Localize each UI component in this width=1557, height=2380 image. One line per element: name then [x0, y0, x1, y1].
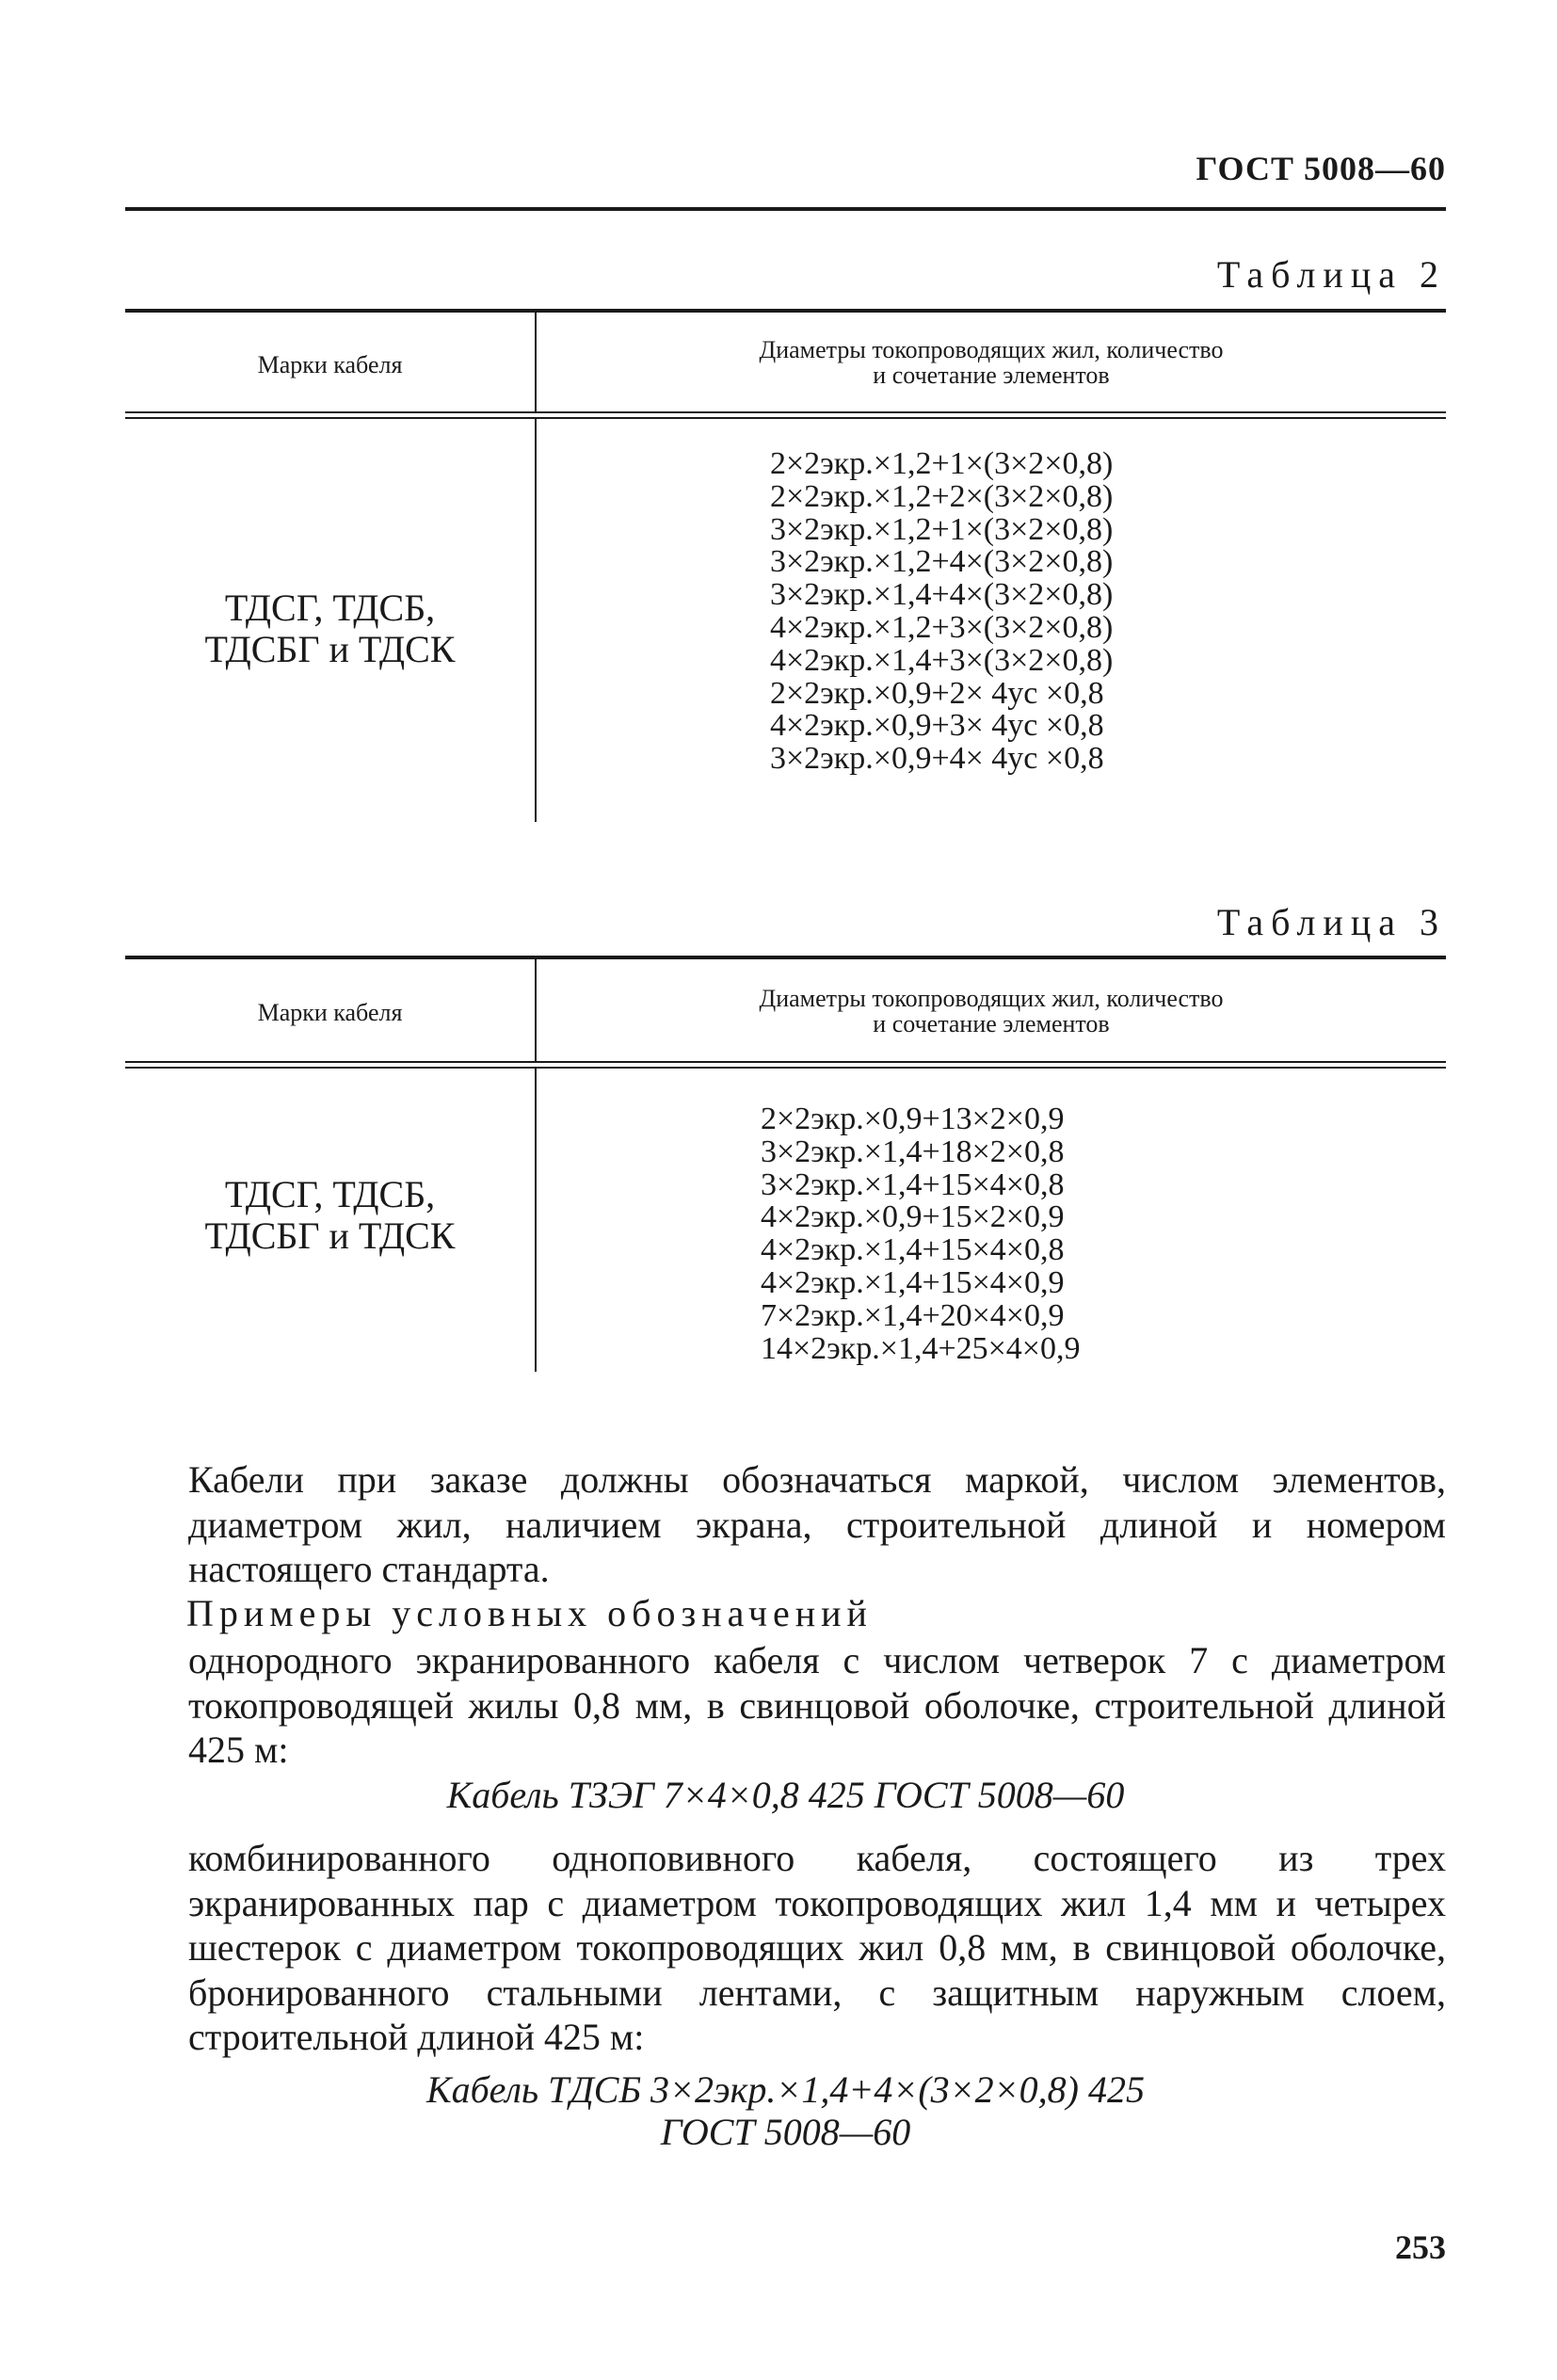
table3-col1-header: Марки кабеля	[257, 999, 403, 1026]
table2-row: 3×2экр.×1,4+4×(3×2×0,8)	[770, 577, 1114, 613]
table3-header-rule-a	[125, 1061, 1446, 1063]
example2-formula-line2: ГОСТ 5008—60	[660, 2111, 911, 2153]
table2-col2-header-line1: Диаметры токопроводящих жил, количество	[759, 336, 1224, 363]
table3-row: 14×2экр.×1,4+25×4×0,9	[761, 1330, 1081, 1366]
example1-formula: Кабель ТЗЭГ 7×4×0,8 425 ГОСТ 5008—60	[446, 1774, 1125, 1816]
table3-row: 4×2экр.×1,4+15×4×0,8	[761, 1232, 1065, 1268]
page-number: 253	[1395, 2228, 1446, 2266]
table2-row: 2×2экр.×0,9+2× 4ус ×0,8	[770, 675, 1104, 711]
table2-brand-line2: ТДСБГ и ТДСК	[204, 628, 456, 670]
table2-cable-brands	[125, 587, 535, 670]
table3-row: 3×2экр.×1,4+15×4×0,8	[761, 1166, 1065, 1202]
table3-col2-header-line1: Диаметры токопроводящих жил, количество	[759, 985, 1224, 1012]
example2-formula	[125, 2067, 1446, 2153]
table3-row: 7×2экр.×1,4+20×4×0,9	[761, 1297, 1065, 1333]
table2-caption: Таблица 2	[1216, 253, 1446, 296]
table3-row: 3×2экр.×1,4+18×2×0,8	[761, 1134, 1065, 1169]
table2-rows	[770, 448, 1113, 776]
table2-row: 4×2экр.×0,9+3× 4ус ×0,8	[770, 708, 1104, 744]
table2-header-divider	[535, 313, 537, 411]
table3-row: 4×2экр.×0,9+15×2×0,9	[761, 1199, 1065, 1235]
table2-header-rule-a	[125, 411, 1446, 413]
table2-col1-header: Марки кабеля	[257, 351, 403, 378]
table3-brand-line2: ТДСБГ и ТДСК	[204, 1214, 456, 1257]
table2-row: 3×2экр.×1,2+1×(3×2×0,8)	[770, 511, 1114, 547]
examples-heading: Примеры условных обозначений	[186, 1592, 873, 1634]
table2-header-rule-b	[125, 417, 1446, 419]
table3-header-rule-b	[125, 1067, 1446, 1069]
example1-paragraph: однородного экранированного кабеля с числом четверок 7 с диаметром токопроводящей жилы 0,8 мм, в свинцовой оболочке, строительной длиной 425 м:	[188, 1639, 1446, 1771]
table3-body-divider	[535, 1069, 537, 1372]
table2-row: 4×2экр.×1,2+3×(3×2×0,8)	[770, 609, 1114, 645]
table2-row: 2×2экр.×1,2+1×(3×2×0,8)	[770, 446, 1114, 481]
table3-top-rule	[125, 956, 1446, 959]
table3-col2-header-line2: и сочетание элементов	[873, 1010, 1110, 1038]
example2-formula-line1: Кабель ТДСБ 3×2экр.×1,4+4×(3×2×0,8) 425	[426, 2068, 1145, 2111]
table2-row: 2×2экр.×1,2+2×(3×2×0,8)	[770, 478, 1114, 514]
header-rule	[125, 207, 1446, 211]
table3-brand-line1: ТДСГ, ТДСБ,	[224, 1173, 436, 1215]
table2-row: 3×2экр.×0,9+4× 4ус ×0,8	[770, 741, 1104, 777]
order-designation-paragraph: Кабели при заказе должны обозначаться маркой, числом элементов, диаметром жил, наличием экрана, строительной длиной и номером настоящего стандарта.	[188, 1458, 1446, 1590]
document-header: ГОСТ 5008—60	[1196, 150, 1446, 187]
table2-brand-line1: ТДСГ, ТДСБ,	[224, 587, 436, 629]
example2-paragraph: комбинированного одноповивного кабеля, состоящего из трех экранированных пар с диаметром токопроводящих жил 1,4 мм и четырех шестерок с диаметром токопроводящих жил 0,8 мм, в свинцовой оболочке, бронированного стальными лентами, с защитным наружным слоем, строительной длиной 425 м:	[188, 1837, 1446, 2058]
table2-col2-header	[537, 337, 1446, 389]
table3-caption: Таблица 3	[1216, 901, 1446, 943]
table3-cable-brands	[125, 1174, 535, 1257]
table3-header-divider	[535, 959, 537, 1061]
table3-col2-header	[537, 986, 1446, 1037]
table2-row: 3×2экр.×1,2+4×(3×2×0,8)	[770, 544, 1114, 580]
table2-col2-header-line2: и сочетание элементов	[873, 362, 1110, 390]
table3-row: 2×2экр.×0,9+13×2×0,9	[761, 1102, 1065, 1136]
table3-row: 4×2экр.×1,4+15×4×0,9	[761, 1264, 1065, 1300]
table2-top-rule	[125, 309, 1446, 313]
table2-body-divider	[535, 419, 537, 822]
table3-rows	[761, 1103, 1081, 1365]
table2-row: 4×2экр.×1,4+3×(3×2×0,8)	[770, 642, 1114, 678]
